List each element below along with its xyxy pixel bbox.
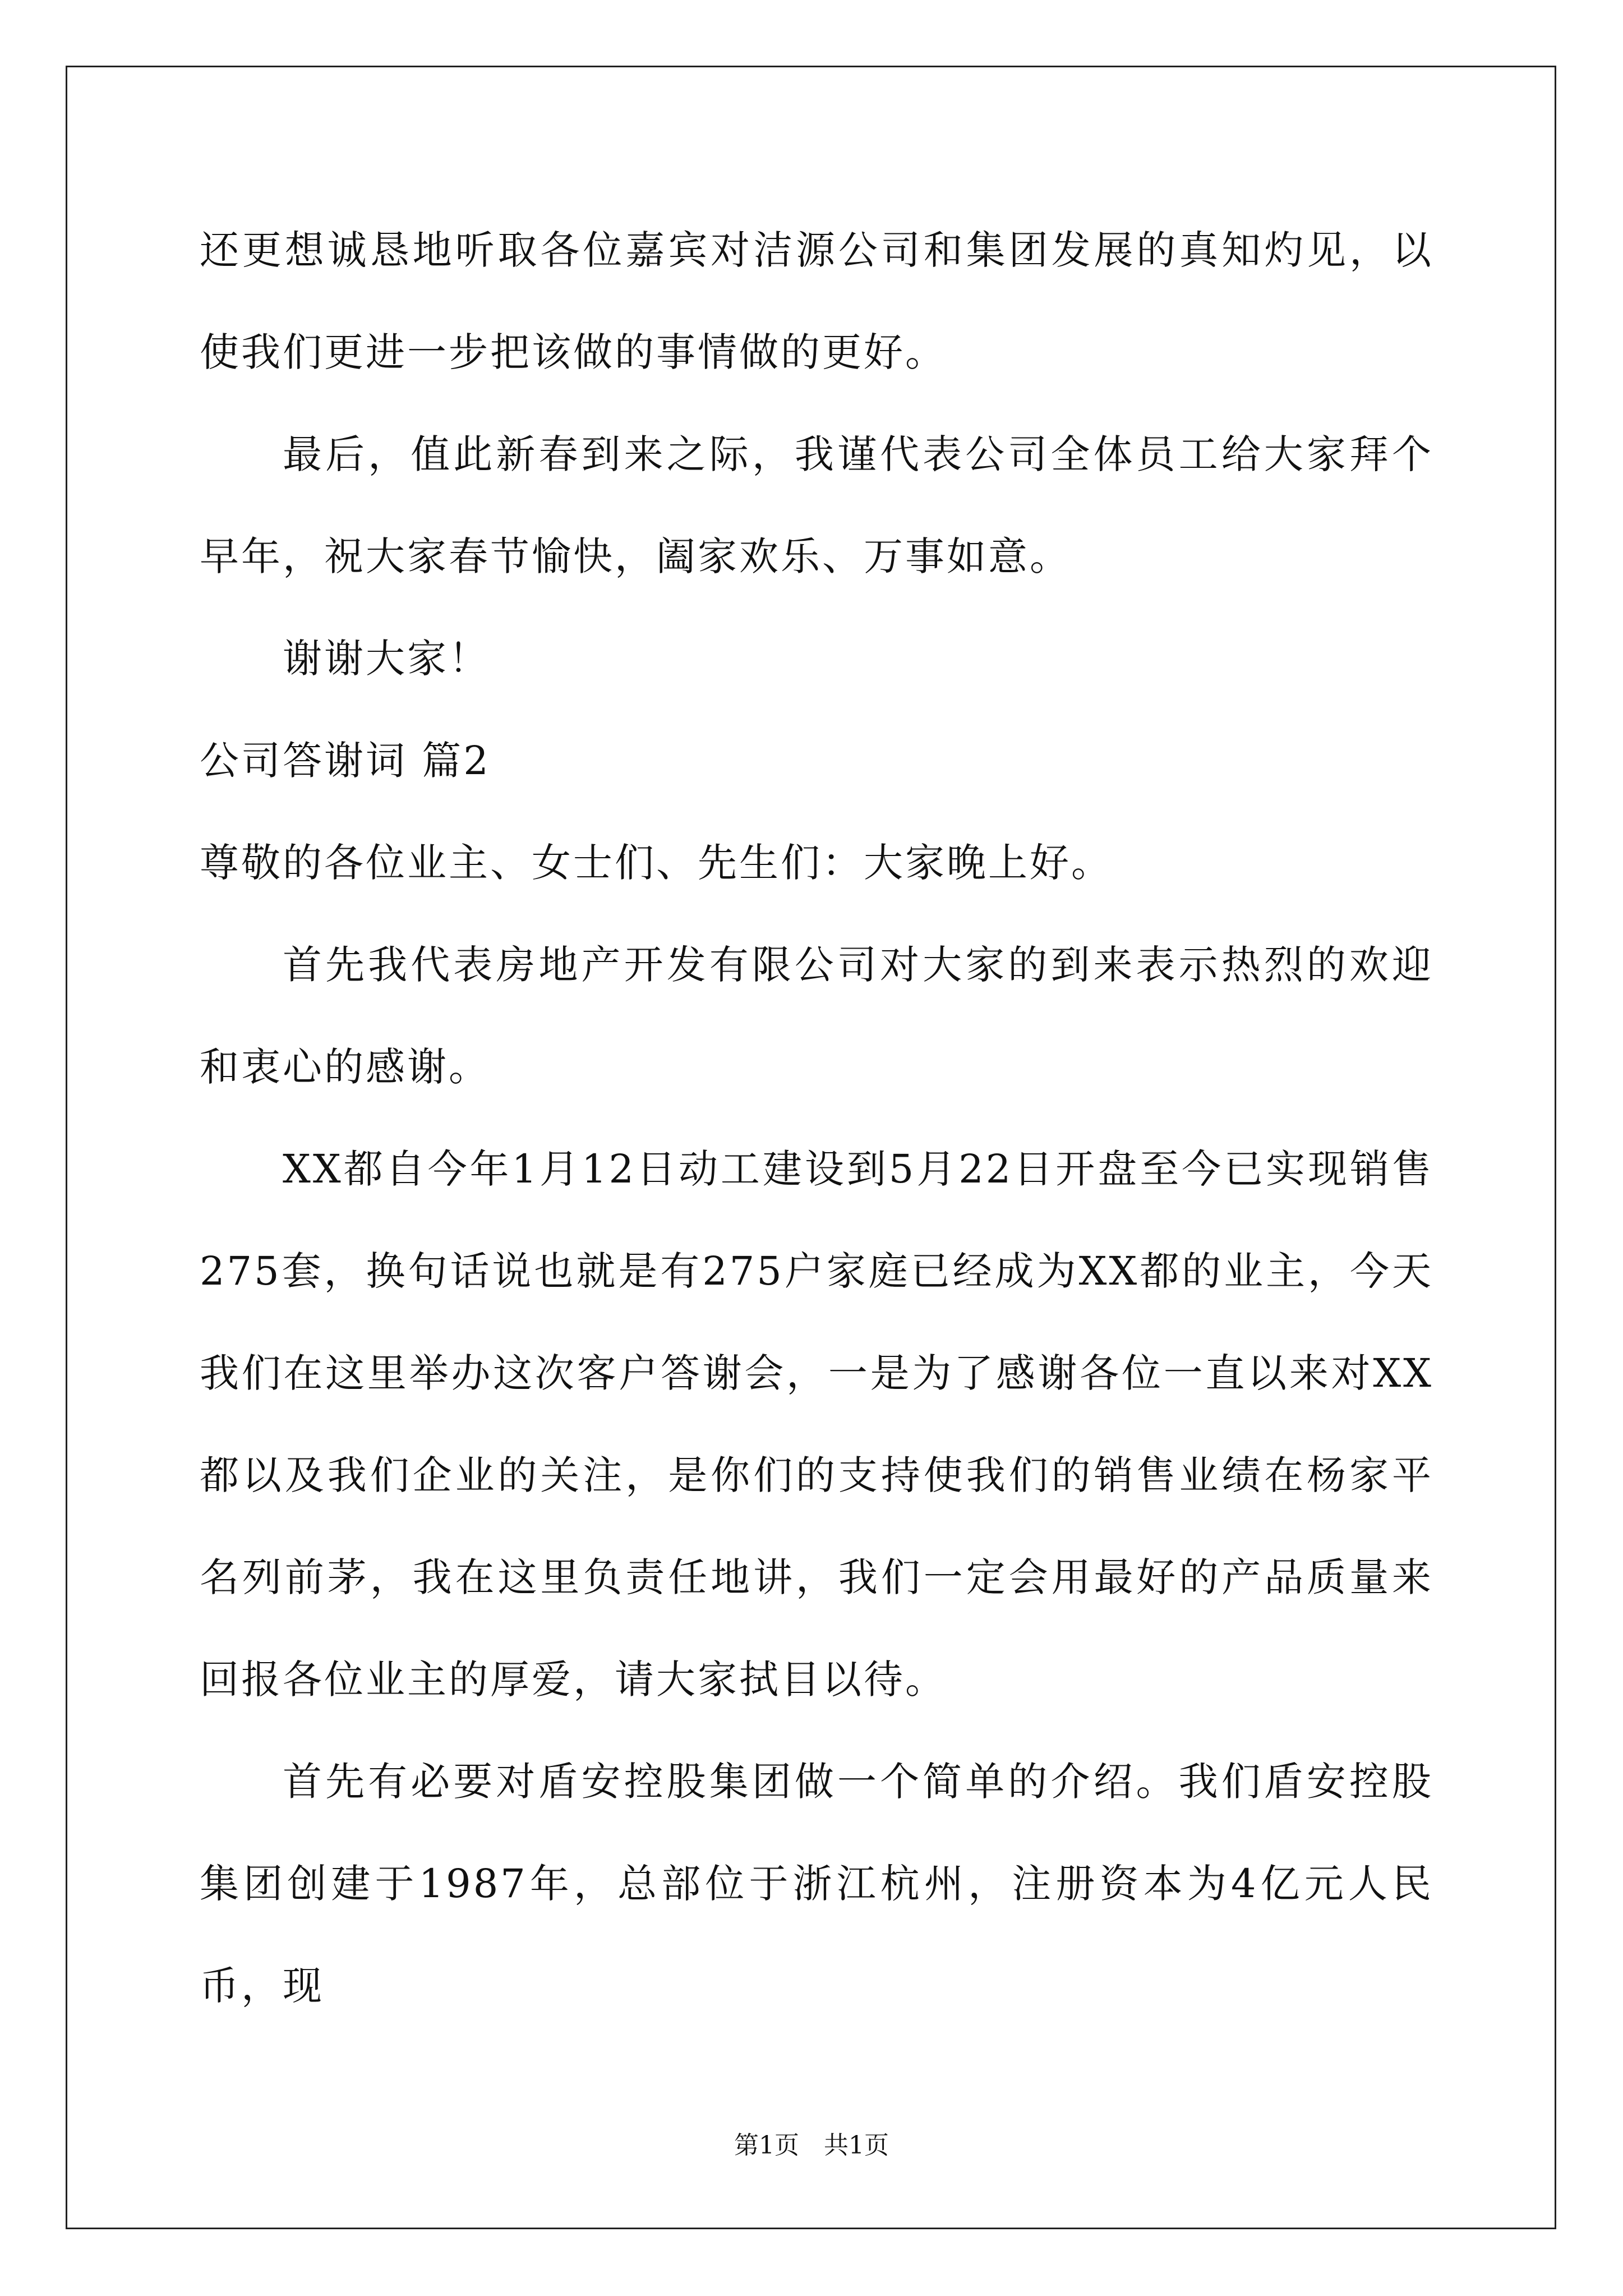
paragraph-sales: XX都自今年1月12日动工建设到5月22日开盘至今已实现销售275套，换句话说也就是有275户家庭已经成为XX都的业主，今天我们在这里举办这次客户答谢会，一是为了感谢各位一直以来对XX都以及我们企业的关注，是你们的支持使我们的销售业绩在杨家平名列前茅，我在这里负责任地讲，我们一定会用最好的产品质量来回报各位业主的厚爱，请大家拭目以待。	[200, 1146, 1433, 1703]
paragraph-continuation: 还更想诚恳地听取各位嘉宾对洁源公司和集团发展的真知灼见，以使我们更进一步把该做的事情做的更好。	[200, 227, 1433, 375]
document-body	[200, 199, 1433, 2037]
paragraph-company-intro: 首先有必要对盾安控股集团做一个简单的介绍。我们盾安控股集团创建于1987年，总部位于浙江杭州，注册资本为4亿元人民币，现	[200, 1759, 1433, 2009]
page-number-footer: 第1页 共1页	[734, 2131, 889, 2160]
paragraph-thanks: 谢谢大家！	[283, 636, 490, 682]
paragraph-welcome: 首先我代表房地产开发有限公司对大家的到来表示热烈的欢迎和衷心的感谢。	[200, 942, 1433, 1090]
salutation: 尊敬的各位业主、女士们、先生们：大家晚上好。	[200, 840, 1113, 886]
section-heading: 公司答谢词 篇2	[200, 738, 491, 784]
paragraph-new-year-wishes: 最后，值此新春到来之际，我谨代表公司全体员工给大家拜个早年，祝大家春节愉快，阖家欢乐、万事如意。	[200, 431, 1433, 579]
